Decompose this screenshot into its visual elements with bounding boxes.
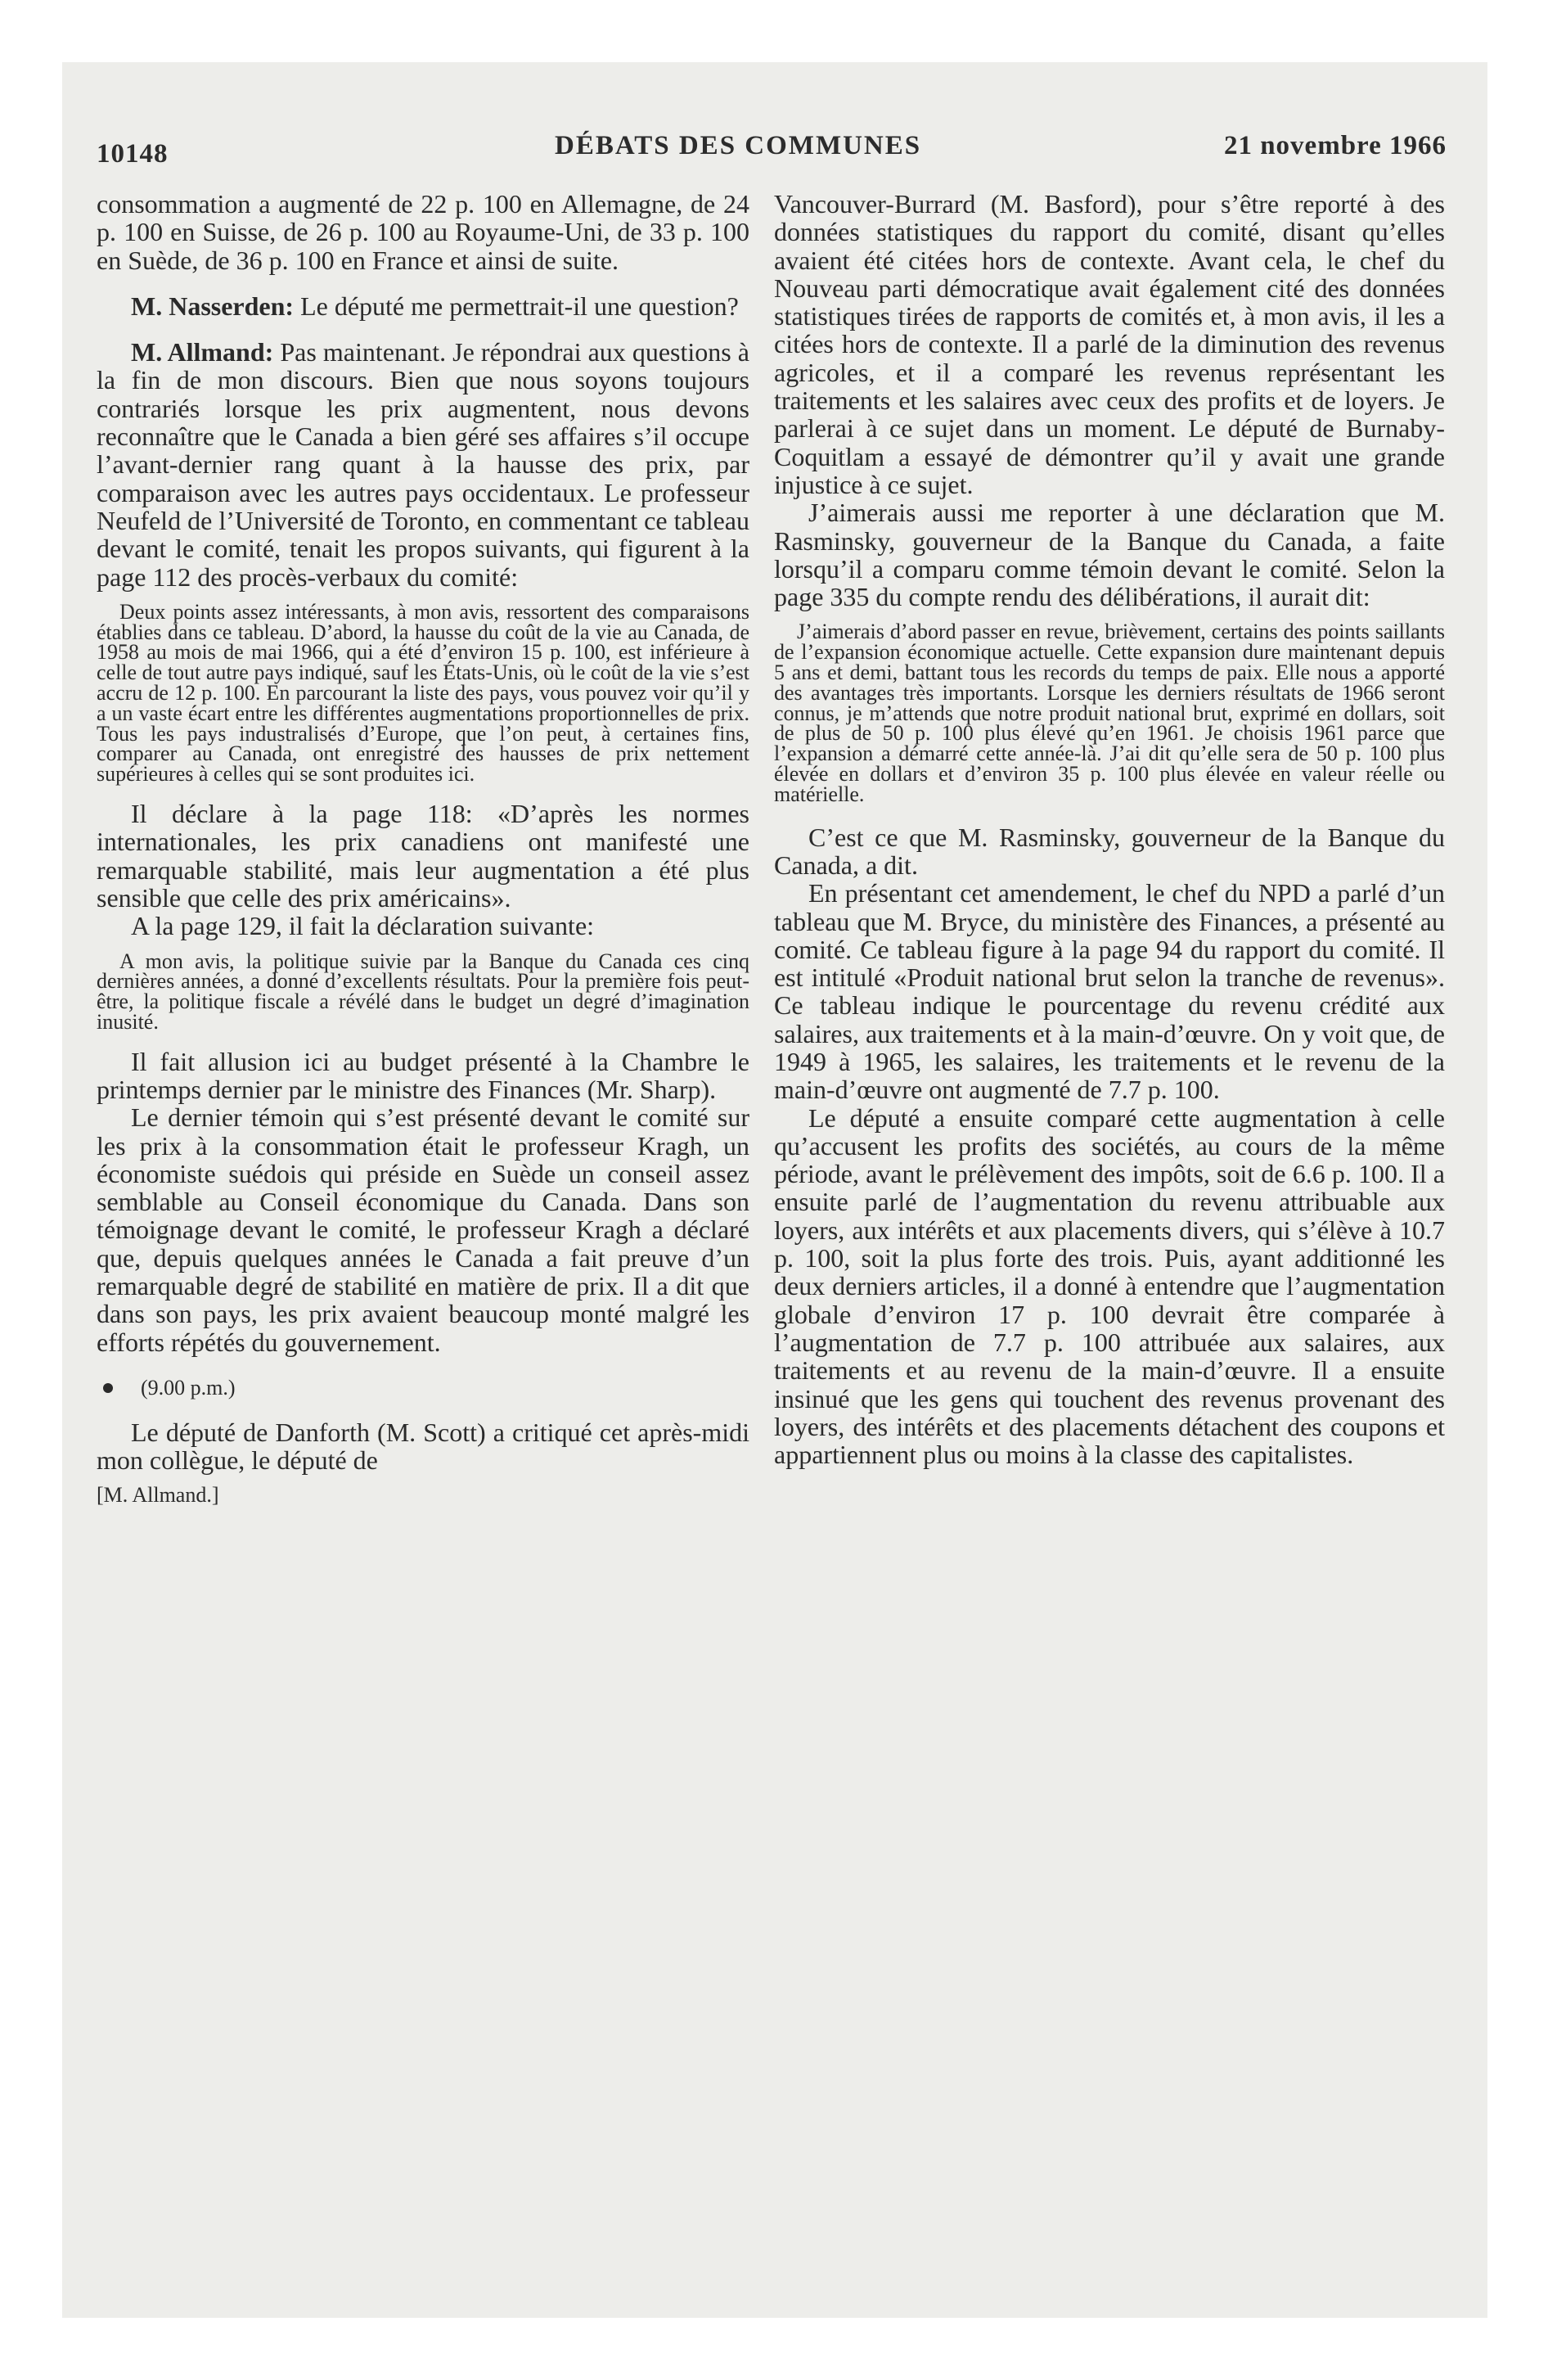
right-column [774,190,1445,1468]
paragraph: Il fait allusion ici au budget présenté à la Chambre le printemps dernier par le ministre des Finances (Mr. Sharp). [97,1046,749,1104]
page-number: 10148 [97,139,169,169]
paragraph [97,292,749,320]
speaker-name: M. Nasserden: [131,291,295,321]
paragraph: J’aimerais aussi me reporter à une déclaration que M. Rasminsky, gouverneur de la Banque du Canada, a faite lorsqu’il a comparu comme témoin devant le comité. Selon la page 335 du compte rendu des délibérations, il aurait dit: [774,498,1445,612]
left-column [97,190,749,1508]
bullet-icon [103,1383,113,1393]
paragraph: Vancouver-Burrard (M. Basford), pour s’être reporté à des données statistiques du rapport du comité, disant qu’elles avaient été citées hors de contexte. Avant cela, le chef du Nouveau parti démocratique avait également cité des données statistiques tirées de rapports de comités et, à mon avis, il les a citées hors de contexte. Il a parlé de la diminution des revenus agricoles, et il a comparé les revenus représentant les traitements et les salaires avec ceux des profits et de loyers. Je parlerai à ce sujet dans un moment. Le député de Burnaby-Coquitlam a essayé de démontrer qu’il y avait une grande injustice à ce sujet. [774,189,1445,499]
time-marker [97,1376,749,1400]
block-quote: A mon avis, la politique suivie par la Banque du Canada ces cinq dernières années, a donné d’excellents résultats. Pour la première fois peut-être, la politique fiscale a révélé dans le budget un degré d’imagination inusité. [97,949,749,1034]
paragraph: Le député a ensuite comparé cette augmentation à celle qu’accusent les profits des sociétés, au cours de la même période, avant le prélèvement des impôts, soit de 6.6 p. 100. Il a ensuite parlé de l’augmentation du revenu attribuable aux loyers, aux intérêts et aux placements divers, qui s’élève à 10.7 p. 100, soit la plus forte des trois. Puis, ayant additionné les deux derniers articles, il a donné à entendre que l’augmentation globale d’environ 17 p. 100 devrait être comparée à l’augmentation de 7.7 p. 100 attribuée aux salaires, aux traitements et au revenu de la main-d’œuvre. Il a ensuite insinué que les gens qui touchent des revenus provenant des loyers, des intérêts et des placements détachent des coupons et appartiennent plus ou moins à la classe des capitalistes. [774,1102,1445,1470]
paragraph: A la page 129, il fait la déclaration suivante: [131,911,595,941]
paragraph: consommation a augmenté de 22 p. 100 en Allemagne, de 24 p. 100 en Suisse, de 26 p. 100 au Royaume-Uni, de 33 p. 100 en Suède, de 36 p. 100 en France et ainsi de suite. [97,189,749,275]
speech-text: Le député me permettrait-il une question? [294,291,739,321]
block-quote: Deux points assez intéressants, à mon avis, ressortent des comparaisons établies dans ce tableau. D’abord, la hausse du coût de la vie au Canada, de 1958 au mois de mai 1966, qui a été d’environ 15 p. 100, est inférieure à celle de tout autre pays indiqué, sauf les États-Unis, où le coût de la vie s’est accru de 12 p. 100. En parcourant la liste des pays, vous pouvez voir qu’il y a un vaste écart entre les différentes augmentations proportionnelles de prix. Tous les pays industralisés d’Europe, que l’on peut, à certaines fins, comparer au Canada, ont enregistré des hausses de prix nettement supérieures à celles qui se sont produites ici. [97,599,749,787]
speaker-tag: [M. Allmand.] [97,1482,219,1507]
paragraph: En présentant cet amendement, le chef du NPD a parlé d’un tableau que M. Bryce, du ministère des Finances, a présenté au comité. Ce tableau figure à la page 94 du rapport du comité. Il est intitulé «Produit national brut selon la tranche de revenus». Ce tableau indique le pourcentage du revenu crédité aux salaires, aux traitements et à la main-d’œuvre. On y voit que, de 1949 à 1965, les salaires, les traitements et le revenu de la main-d’œuvre ont augmenté de 7.7 p. 100. [774,878,1445,1105]
speech-text: Pas maintenant. Je répondrai aux questions à la fin de mon discours. Bien que nous soyons toujours contrariés lorsque les prix augmentent, nous devons reconnaître que le Canada a bien géré ses affaires s’il occupe l’avant-dernier rang quant à la hausse des prix, par comparaison avec les autres pays occidentaux. Le professeur Neufeld de l’Université de Toronto, en commentant ce tableau devant le comité, tenait les propos suivants, qui figurent à la page 112 des procès-verbaux du comité: [97,337,750,592]
time-marker-text: (9.00 p.m.) [141,1375,236,1400]
block-quote: J’aimerais d’abord passer en revue, brièvement, certains des points saillants de l’expansion économique actuelle. Cette expansion dure maintenant depuis 5 ans et demi, battant tous les records du temps de paix. Elle nous a apporté des avantages très importants. Lorsque les derniers résultats de 1966 seront connus, je m’attends que notre produit national brut, exprimé en dollars, soit de plus de 50 p. 100 plus élevé qu’en 1961. Je choisis 1961 parce que l’expansion a démarré cette année-là. J’ai dit qu’elle sera de 50 p. 100 plus élevée en dollars et d’environ 35 p. 100 plus élevée en valeur réelle ou matérielle. [774,620,1445,806]
speaker-name: M. Allmand: [131,337,274,367]
paragraph: C’est ce que M. Rasminsky, gouverneur de la Banque du Canada, a dit. [774,822,1445,880]
publication-title: DÉBATS DES COMMUNES [555,131,922,160]
paragraph [97,338,749,591]
page-header [97,131,1447,180]
paragraph: Le dernier témoin qui s’est présenté devant le comité sur les prix à la consommation était le professeur Kragh, un économiste suédois qui préside en Suède un conseil assez semblable au Conseil économique du Canada. Dans son témoignage devant le comité, le professeur Kragh a déclaré que, depuis quelques années le Canada a fait preuve d’un remarquable degré de stabilité en matière de prix. Il a dit que dans son pays, les prix avaient beaucoup monté malgré les efforts répétés du gouvernement. [97,1102,749,1357]
page-date: 21 novembre 1966 [1223,131,1447,160]
paragraph: Le député de Danforth (M. Scott) a critiqué cet après-midi mon collègue, le député de [97,1417,749,1476]
paragraph: Il déclare à la page 118: «D’après les normes internationales, les prix canadiens ont manifesté une remarquable stabilité, mais leur augmentation a été plus sensible que celle des prix américains». [97,799,749,913]
